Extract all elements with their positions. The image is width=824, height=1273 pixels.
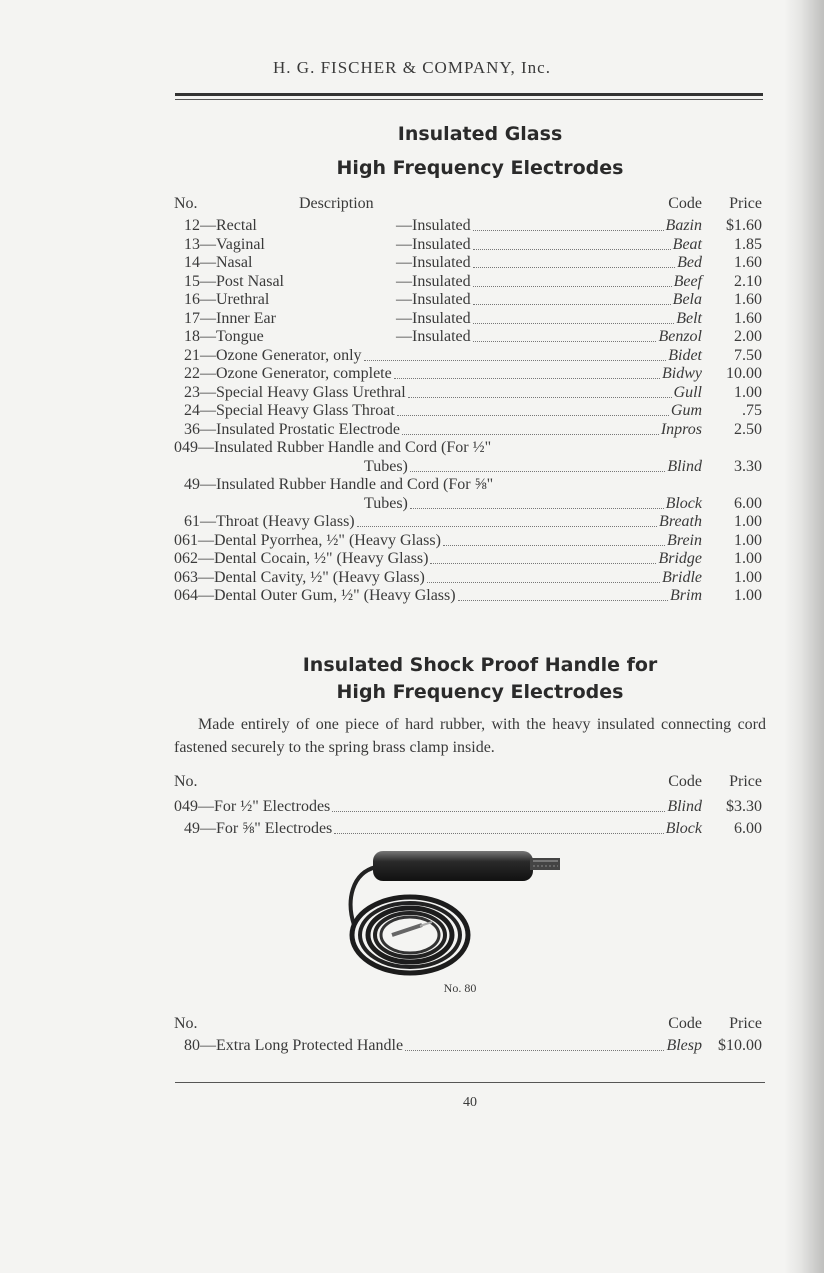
col-price-header: Price: [729, 1015, 762, 1032]
item-code: Bridge: [658, 550, 702, 567]
item-description: 49—For ⅝" Electrodes: [184, 820, 333, 837]
item-description: Tubes): [364, 457, 408, 475]
item-description: 049—Insulated Rubber Handle and Cord (For ½": [174, 439, 492, 456]
item-insulated: —Insulated: [396, 309, 471, 327]
col-code-header: Code: [668, 773, 702, 790]
dot-leader: [473, 321, 675, 324]
table-row: [174, 438, 764, 457]
item-description: 21—Ozone Generator, only: [184, 346, 362, 364]
item-code: Bidet: [668, 346, 702, 364]
item-code: Block: [665, 820, 702, 837]
item-code: Belt: [676, 309, 702, 327]
item-description: 049—For ½" Electrodes: [174, 798, 331, 815]
item-description: 064—Dental Outer Gum, ½" (Heavy Glass): [174, 587, 456, 604]
section3-column-headers: [174, 1014, 764, 1033]
dot-leader: [443, 543, 665, 546]
item-price: 1.00: [734, 531, 762, 549]
item-description: 36—Insulated Prostatic Electrode: [184, 420, 400, 438]
table-row: [174, 1036, 764, 1055]
section2-column-headers: [174, 772, 764, 791]
item-code: Breath: [659, 513, 702, 530]
dot-leader: [364, 358, 667, 361]
item-description: 61—Throat (Heavy Glass): [184, 513, 355, 530]
dot-leader: [332, 809, 665, 812]
item-description: 12—Rectal: [184, 217, 257, 234]
col-price-header: Price: [729, 195, 762, 212]
dot-leader: [394, 376, 660, 379]
item-price: 2.00: [734, 328, 762, 345]
item-code: Bed: [677, 254, 702, 271]
item-description: 18—Tongue: [184, 328, 264, 345]
section1-column-headers: [174, 194, 764, 213]
item-price: $10.00: [718, 1037, 762, 1054]
table-row: [174, 253, 764, 272]
item-description: 24—Special Heavy Glass Throat: [184, 402, 395, 419]
item-description: 16—Urethral: [184, 291, 270, 308]
col-code-header: Code: [668, 195, 702, 212]
item-description: 062—Dental Cocain, ½" (Heavy Glass): [174, 550, 429, 567]
item-price: 1.60: [734, 254, 762, 271]
col-no-header: No.: [174, 1015, 198, 1032]
item-price: 1.00: [734, 513, 762, 530]
item-code: Block: [665, 494, 702, 512]
dot-leader: [473, 247, 671, 250]
dot-leader: [410, 469, 665, 472]
item-price: 2.50: [734, 420, 762, 438]
table-row: [174, 216, 764, 235]
item-price: 1.00: [734, 550, 762, 567]
footer-rule: [175, 1082, 765, 1083]
item-description: 17—Inner Ear: [184, 309, 276, 327]
item-code: Gum: [670, 402, 702, 419]
table-row: [174, 819, 764, 838]
item-price: 3.30: [734, 457, 762, 475]
col-no-header: No.: [174, 773, 198, 790]
table-row: [174, 586, 764, 605]
header-rule-thin: [175, 99, 763, 100]
item-price: 1.00: [734, 568, 762, 586]
table-row: [174, 512, 764, 531]
item-description: 80—Extra Long Protected Handle: [184, 1037, 404, 1054]
item-description: 061—Dental Pyorrhea, ½" (Heavy Glass): [174, 531, 441, 549]
table-row: [174, 420, 764, 439]
col-desc-header: Description: [299, 195, 374, 212]
table-row: [174, 494, 764, 513]
table-row: [174, 309, 764, 328]
dot-leader: [473, 339, 657, 342]
dot-leader: [408, 395, 672, 398]
item-code: Beat: [672, 235, 702, 253]
item-code: Blesp: [666, 1037, 702, 1054]
section2-description: Made entirely of one piece of hard rubber, with the heavy insulated connecting cord fastened securely to the spring brass clamp inside.: [174, 716, 766, 756]
item-insulated: —Insulated: [396, 328, 471, 345]
dot-leader: [397, 413, 669, 416]
item-insulated: —Insulated: [396, 217, 471, 234]
item-insulated: —Insulated: [396, 254, 471, 271]
item-price: 1.60: [734, 309, 762, 327]
item-price: 1.00: [734, 587, 762, 604]
item-code: Gull: [673, 383, 702, 401]
table-row: [174, 383, 764, 402]
section1-title-line1: Insulated Glass: [397, 123, 563, 145]
table-row: [174, 235, 764, 254]
item-code: Benzol: [658, 328, 702, 345]
dot-leader: [473, 265, 675, 268]
item-code: Bidwy: [662, 365, 702, 382]
table-row: [174, 457, 764, 476]
item-price: .75: [742, 402, 762, 419]
dot-leader: [473, 228, 664, 231]
item-code: Bridle: [662, 568, 702, 586]
table-row: [174, 290, 764, 309]
table-row: [174, 364, 764, 383]
dot-leader: [430, 561, 656, 564]
item-code: Beef: [673, 272, 702, 290]
table-row: [174, 475, 764, 494]
table-row: [174, 568, 764, 587]
dot-leader: [410, 506, 664, 509]
item-code: Bazin: [665, 217, 702, 234]
item-insulated: —Insulated: [396, 272, 471, 290]
header-rule: [175, 93, 763, 96]
item-code: Blind: [667, 798, 702, 815]
figure-caption: No. 80: [443, 981, 477, 995]
item-price: 6.00: [734, 820, 762, 837]
col-code-header: Code: [668, 1015, 702, 1032]
item-description: 49—Insulated Rubber Handle and Cord (For ⅝": [184, 476, 494, 493]
item-insulated: —Insulated: [396, 291, 471, 308]
item-code: Bela: [672, 291, 702, 308]
item-price: 10.00: [726, 365, 762, 382]
item-price: 6.00: [734, 494, 762, 512]
item-price: $1.60: [726, 217, 762, 234]
dot-leader: [427, 580, 660, 583]
section1-title-line2: High Frequency Electrodes: [336, 157, 624, 179]
table-row: [174, 531, 764, 550]
section2-title-line1: Insulated Shock Proof Handle for: [302, 654, 658, 676]
col-no-header: No.: [174, 195, 198, 212]
table-row: [174, 549, 764, 568]
table-row: [174, 272, 764, 291]
item-description: 23—Special Heavy Glass Urethral: [184, 383, 406, 401]
table-row: [174, 401, 764, 420]
dot-leader: [458, 598, 668, 601]
item-insulated: —Insulated: [396, 235, 471, 253]
dot-leader: [473, 302, 671, 305]
item-code: Brein: [667, 531, 702, 549]
item-price: 2.10: [734, 272, 762, 290]
item-description: 22—Ozone Generator, complete: [184, 365, 392, 382]
handle-illustration: [340, 845, 580, 980]
item-description: 14—Nasal: [184, 254, 253, 271]
dot-leader: [473, 284, 672, 287]
table-row: [174, 327, 764, 346]
item-code: Blind: [667, 457, 702, 475]
dot-leader: [402, 432, 659, 435]
dot-leader: [405, 1048, 664, 1051]
section2-title-line2: High Frequency Electrodes: [336, 681, 624, 703]
col-price-header: Price: [729, 773, 762, 790]
item-description: 063—Dental Cavity, ½" (Heavy Glass): [174, 568, 425, 586]
item-price: 1.60: [734, 291, 762, 308]
item-price: 7.50: [734, 346, 762, 364]
page-edge-shadow: [784, 0, 824, 1273]
item-code: Brim: [670, 587, 702, 604]
dot-leader: [334, 831, 663, 834]
item-description: 15—Post Nasal: [184, 272, 284, 290]
page-number: 40: [463, 1095, 477, 1110]
item-description: Tubes): [364, 494, 408, 512]
dot-leader: [357, 524, 657, 527]
table-row: [174, 346, 764, 365]
table-row: [174, 797, 764, 816]
item-price: 1.85: [734, 235, 762, 253]
item-code: Inpros: [660, 420, 702, 438]
item-price: $3.30: [726, 798, 762, 815]
page-header: H. G. FISCHER & COMPANY, Inc.: [273, 58, 551, 77]
item-description: 13—Vaginal: [184, 235, 265, 253]
item-price: 1.00: [734, 383, 762, 401]
